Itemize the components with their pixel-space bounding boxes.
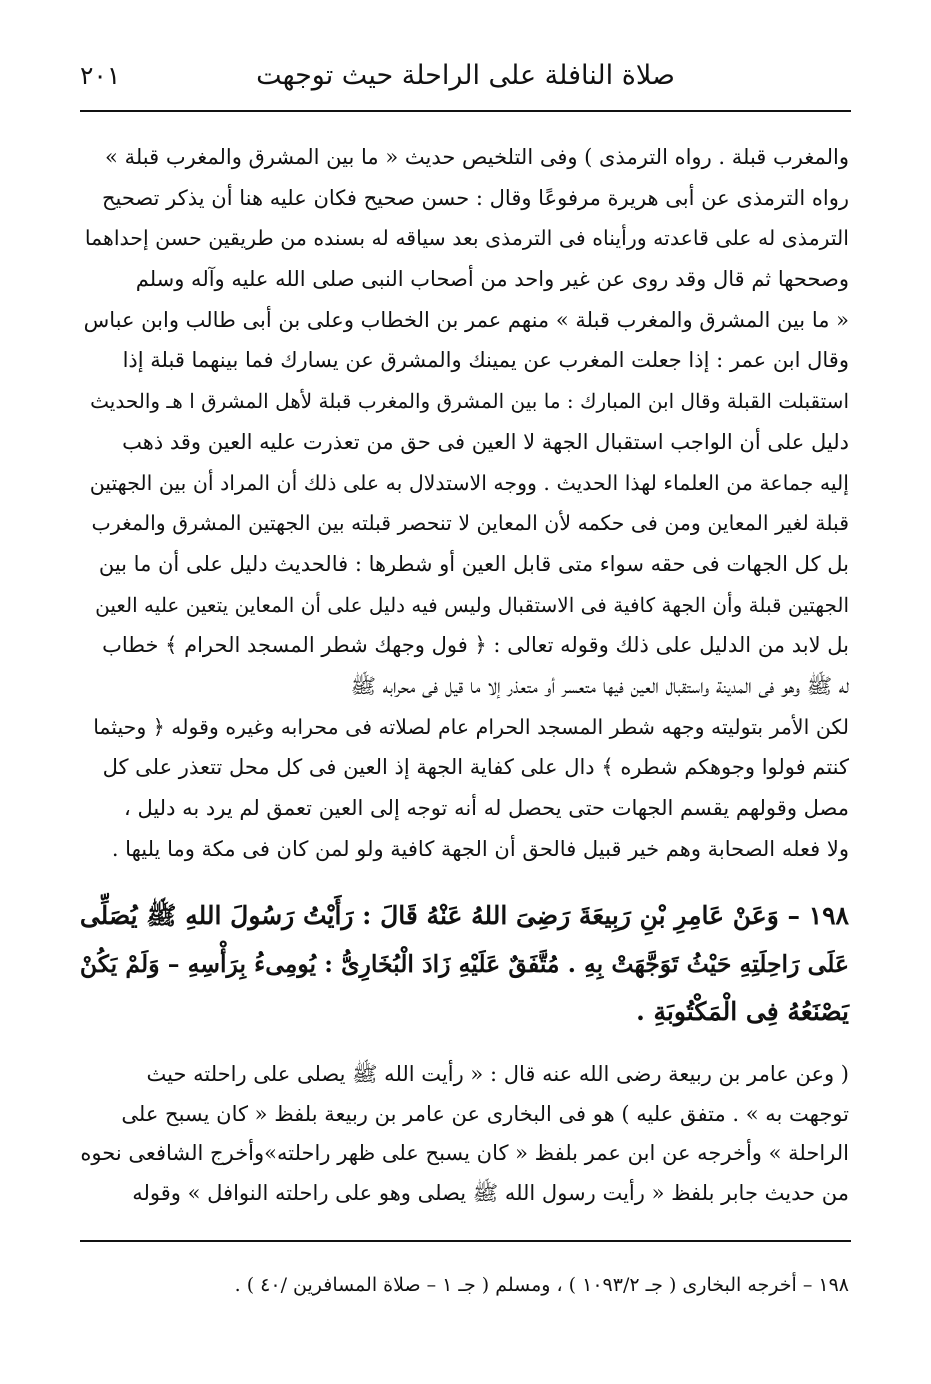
text-line: له ﷺ وهو فى المدينة واستقبال العين فيها متعسر أو متعذر إلا ما قيل فى محرابه ﷺ [350,673,849,698]
text-line: توجهت به » . متفق عليه ) هو فى البخارى عن عامر بن ربيعة بلفظ « كان يسبح على [121,1101,849,1126]
text-line: ولا فعله الصحابة وهم خير قبيل فالحق أن الجهة كافية ولو لمن كان فى مكة وما يليها . [111,836,849,861]
text-line: دليل على أن الواجب استقبال الجهة لا العين فى حق من تعذرت عليه العين وقد ذهب [122,429,849,454]
text-line: من حديث جابر بلفظ « رأيت رسول الله ﷺ يصلى وهو على راحلته النوافل » وقوله [132,1180,849,1205]
commentary-paragraph [79,137,849,869]
text-line: بل كل الجهات فى حقه سواء متى قابل العين أو شطرها : فالحديث دليل على أن ما بين [98,551,849,576]
text-line: استقبلت القبلة وقال ابن المبارك : ما بين المشرق والمغرب قبلة لأهل المشرق ا هـ والحديث [90,389,849,414]
text-line: مصل وقولهم يقسم الجهات حتى يحصل له أنه توجه إلى العين تعمق لم يرد به دليل ، [123,796,849,820]
text-line: لكن الأمر بتوليته وجهه شطر المسجد الحرام عام لصلاته فى محرابه وغيره وقوله ﴿ وحيثما [93,714,849,739]
hadith-line: ١٩٨ – وَعَنْ عَامِرِ بْنِ رَبِيعَةَ رَضِىَ اللهُ عَنْهُ قَالَ : رَأَيْتُ رَسُولَ اللهِ ﷺ يُصَلِّى [79,901,849,930]
footnote-rule [80,1240,851,1242]
hadith-line: يَصْنَعُهُ فِى الْمَكْتُوبَةِ . [636,997,849,1026]
text-line: « ما بين المشرق والمغرب قبلة » منهم عمر بن الخطاب وعلى بن أبى طالب وابن عباس [83,307,849,332]
running-title: صلاة النافلة على الراحلة حيث توجهت [256,60,675,91]
text-line: كنتم فولوا وجوهكم شطره ﴾ دال على كفاية الجهة إذ العين فى كل محل تتعذر على كل [102,755,849,780]
explanation-paragraph [79,1055,849,1213]
text-line: وقال ابن عمر : إذا جعلت المغرب عن يمينك والمشرق عن يسارك فما بينهما قبلة إذا [122,348,849,373]
hadith-text [79,892,849,1036]
text-line: والمغرب قبلة . رواه الترمذى ) وفى التلخيص حديث « ما بين المشرق والمغرب قبلة » [105,145,849,169]
hadith-line: عَلَى رَاحِلَتِهِ حَيْثُ تَوَجَّهَتْ بِهِ . مُتَّفَقٌ عَلَيْهِ زَادَ الْبُخَارِىُّ : يُومِىءُ بِرَأْسِهِ – وَلَمْ يَكُنْ [79,950,849,978]
text-line: الراحلة » وأخرجه عن ابن عمر بلفظ « كان يسبح على ظهر راحلته»وأخرج الشافعى نحوه [80,1141,849,1165]
text-line: الترمذى له على قاعدته ورأيناه فى الترمذى بعد سياقه له بسنده من طريقين حسن إحداهما [84,226,849,251]
text-line: بل لابد من الدليل على ذلك وقوله تعالى : ﴿ فول وجهك شطر المسجد الحرام ﴾ خطاب [102,633,849,658]
page-number: ٢٠١ [80,61,121,90]
page-header [80,56,851,100]
text-line: قبلة لغير المعاين ومن فى حكمه لأن المعاين لا تنحصر قبلته بين الجهتين المشرق والمغرب [91,511,849,536]
header-rule [80,110,851,112]
text-line: الجهتين قبلة وأن الجهة كافية فى الاستقبال وليس فيه دليل على أن المعاين يتعين عليه العين [95,592,849,617]
text-line: رواه الترمذى عن أبى هريرة مرفوعًا وقال : حسن صحيح فكان عليه هنا أن يذكر تصحيح [101,185,849,210]
text-line: ( وعن عامر بن ربيعة رضى الله عنه قال : « رأيت الله ﷺ يصلى على راحلته حيث [146,1062,849,1086]
text-line: إليه جماعة من العلماء لهذا الحديث . ووجه الاستدلال به على ذلك أن المراد أن بين الجهتين [89,470,849,495]
text-line: وصححها ثم قال وقد روى عن غير واحد من أصحاب النبى صلى الله عليه وآله وسلم [135,267,849,292]
footnote: ١٩٨ – أخرجه البخارى ( جـ ١٠٩٣/٢ ) ، ومسلم ( جـ ١ – صلاة المسافرين /٤٠ ) . [234,1274,849,1296]
